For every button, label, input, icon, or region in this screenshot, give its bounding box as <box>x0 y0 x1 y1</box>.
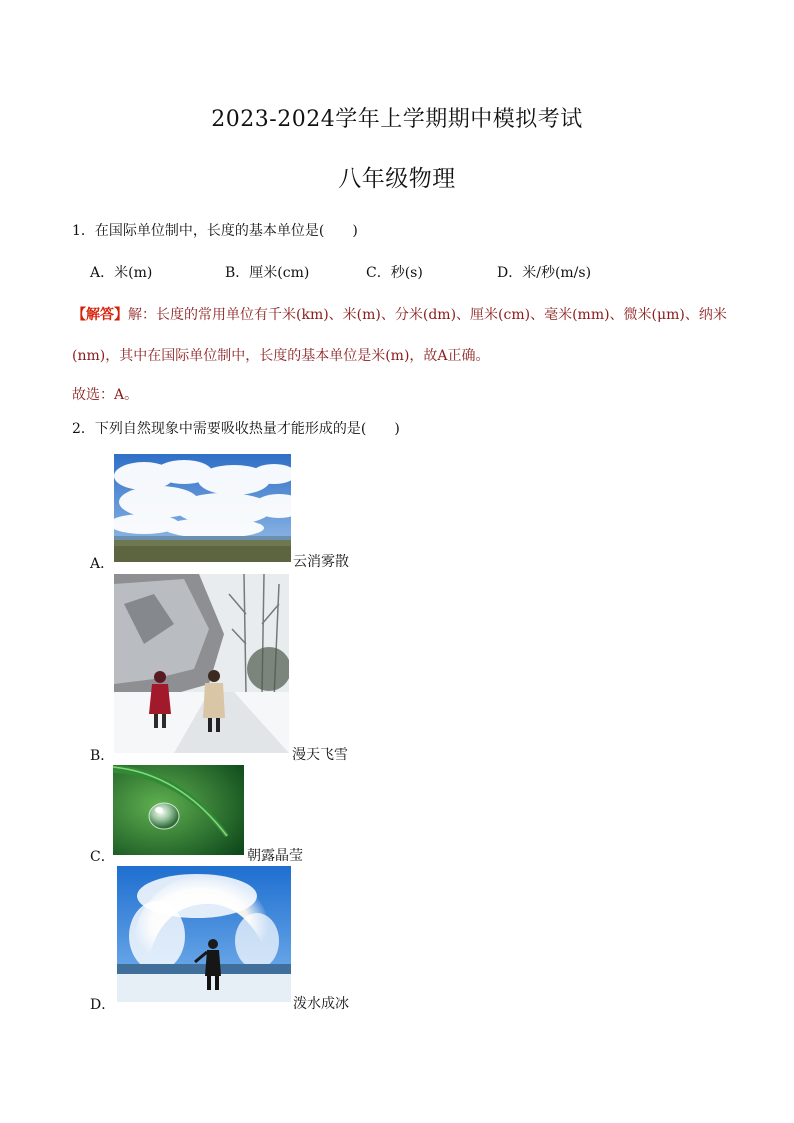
exam-subtitle: 八年级物理 <box>338 166 456 192</box>
q1-option-d: D．米/秒(m/s) <box>497 265 592 281</box>
q2-choice-c-letter: C． <box>90 849 115 865</box>
snow-walk-image <box>114 574 289 753</box>
q1-option-c: C．秒(s) <box>366 265 423 281</box>
q2-choice-d-caption: 泼水成冰 <box>293 996 349 1012</box>
q2-choice-a-letter: A． <box>90 556 115 572</box>
dew-drop-image <box>113 765 244 855</box>
q2-choice-b-letter: B． <box>90 748 115 764</box>
q2-choice-d-letter: D． <box>90 997 116 1013</box>
q1-answer-line-2: (nm)，其中在国际单位制中，长度的基本单位是米(m)，故A正确。 <box>72 348 490 364</box>
q1-option-a: A．米(m) <box>90 265 153 281</box>
q1-option-b: B．厘米(cm) <box>225 265 310 281</box>
answer-tag: 【解答】 <box>72 307 128 323</box>
q2-choice-a-caption: 云消雾散 <box>293 554 349 570</box>
question-2-stem: 2．下列自然现象中需要吸收热量才能形成的是( ) <box>72 421 400 437</box>
q2-choice-b-caption: 漫天飞雪 <box>292 747 348 763</box>
answer-text-1: 解：长度的常用单位有千米(km)、米(m)、分米(dm)、厘米(cm)、毫米(mm)、微米(μm)、纳米 <box>128 307 727 323</box>
q2-choice-c-caption: 朝露晶莹 <box>247 848 303 864</box>
water-to-ice-image <box>117 866 291 1002</box>
q1-final-answer: 故选：A。 <box>72 387 139 403</box>
question-1-stem: 1．在国际单位制中，长度的基本单位是( ) <box>72 223 358 239</box>
q1-answer-line-1 <box>72 304 732 324</box>
clouds-image <box>114 454 291 562</box>
exam-title: 2023-2024学年上学期期中模拟考试 <box>211 107 583 132</box>
